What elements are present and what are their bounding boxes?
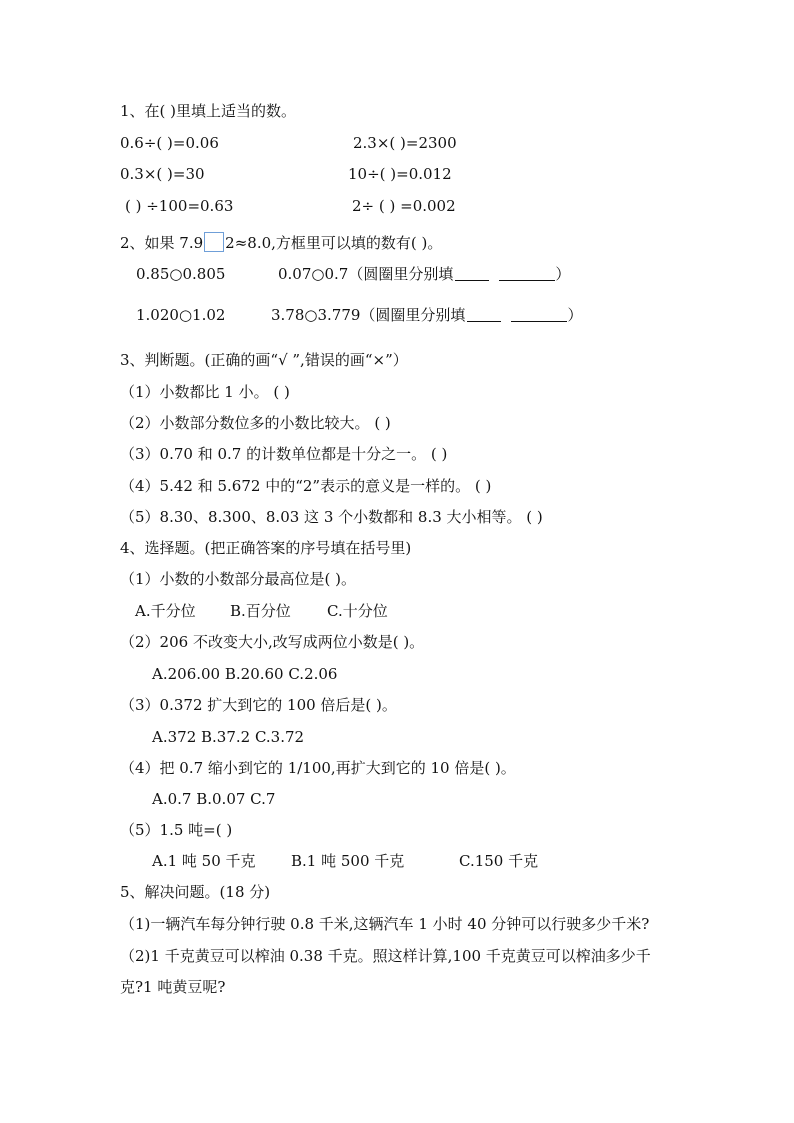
section1-row1-right: 2.3×( )=2300 <box>353 134 457 152</box>
choice-q4: （4）把 0.7 缩小到它的 1/100,再扩大到它的 10 倍是( )。 <box>120 759 516 777</box>
section2-row2-right <box>271 305 582 325</box>
section1-row3-right: 2÷ ( ) =0.002 <box>352 197 456 215</box>
choice-q1-option-b: B.百分位 <box>230 602 291 620</box>
judge-item-5: （5）8.30、8.300、8.03 这 3 个小数都和 8.3 大小相等。 ( ) <box>120 508 543 526</box>
section2-row2-right-prefix: 3.78○3.779（圆圈里分别填 <box>271 306 466 324</box>
choice-q3: （3）0.372 扩大到它的 100 倍后是( )。 <box>120 696 397 714</box>
section2-title <box>120 232 442 253</box>
choice-q5-option-a: A.1 吨 50 千克 <box>152 852 256 870</box>
judge-item-4: （4）5.42 和 5.672 中的“2”表示的意义是一样的。 ( ) <box>120 477 492 495</box>
fill-blank-3[interactable] <box>467 307 501 322</box>
choice-q2-options: A.206.00 B.20.60 C.2.06 <box>152 665 338 683</box>
section1-row1-left: 0.6÷( )=0.06 <box>120 134 219 152</box>
section1-row2-left: 0.3×( )=30 <box>120 165 205 183</box>
section2-row2-left: 1.020○1.02 <box>136 306 226 324</box>
judge-item-2: （2）小数部分数位多的小数比较大。 ( ) <box>120 414 391 432</box>
fill-blank-1[interactable] <box>455 266 489 281</box>
judge-item-1: （1）小数都比 1 小。 ( ) <box>120 383 290 401</box>
section2-title-before-box: 2、如果 7.9 <box>120 234 204 252</box>
choice-q1-option-c: C.十分位 <box>327 602 388 620</box>
section1-row2-right: 10÷( )=0.012 <box>348 165 452 183</box>
choice-q5-option-c: C.150 千克 <box>459 852 539 870</box>
section4-title: 4、选择题。(把正确答案的序号填在括号里) <box>120 539 412 557</box>
section2-row1-right-prefix: 0.07○0.7（圆圈里分别填 <box>278 265 454 283</box>
section5-title: 5、解决问题。(18 分) <box>120 883 271 901</box>
section2-row1-right <box>278 264 570 284</box>
problem-2-line2: 克?1 吨黄豆呢? <box>120 978 226 996</box>
problem-2-line1: （2)1 千克黄豆可以榨油 0.38 千克。照这样计算,100 千克黄豆可以榨油多少千 <box>120 947 651 965</box>
fill-blank-4[interactable] <box>511 307 567 322</box>
section2-title-after-box: 2≈8.0,方框里可以填的数有( )。 <box>225 234 443 252</box>
choice-q5: （5）1.5 吨=( ) <box>120 821 233 839</box>
judge-item-3: （3）0.70 和 0.7 的计数单位都是十分之一。 ( ) <box>120 445 448 463</box>
section1-title: 1、在( )里填上适当的数。 <box>120 102 297 120</box>
choice-q1: （1）小数的小数部分最高位是( )。 <box>120 570 357 588</box>
section3-title: 3、判断题。(正确的画“√ ”,错误的画“×”） <box>120 351 408 369</box>
answer-box[interactable] <box>204 232 224 252</box>
fill-blank-2[interactable] <box>499 266 555 281</box>
choice-q4-options: A.0.7 B.0.07 C.7 <box>152 790 276 808</box>
section1-row3-left: ( ) ÷100=0.63 <box>125 197 234 215</box>
section2-row2-right-suffix: ） <box>567 306 583 324</box>
choice-q2: （2）206 不改变大小,改写成两位小数是( )。 <box>120 633 425 651</box>
section2-row1-left: 0.85○0.805 <box>136 265 226 283</box>
choice-q5-option-b: B.1 吨 500 千克 <box>291 852 405 870</box>
choice-q3-options: A.372 B.37.2 C.3.72 <box>152 728 305 746</box>
section2-row1-right-suffix: ） <box>555 265 571 283</box>
problem-1: （1)一辆汽车每分钟行驶 0.8 千米,这辆汽车 1 小时 40 分钟可以行驶多少千米? <box>120 915 650 933</box>
choice-q1-option-a: A.千分位 <box>135 602 196 620</box>
